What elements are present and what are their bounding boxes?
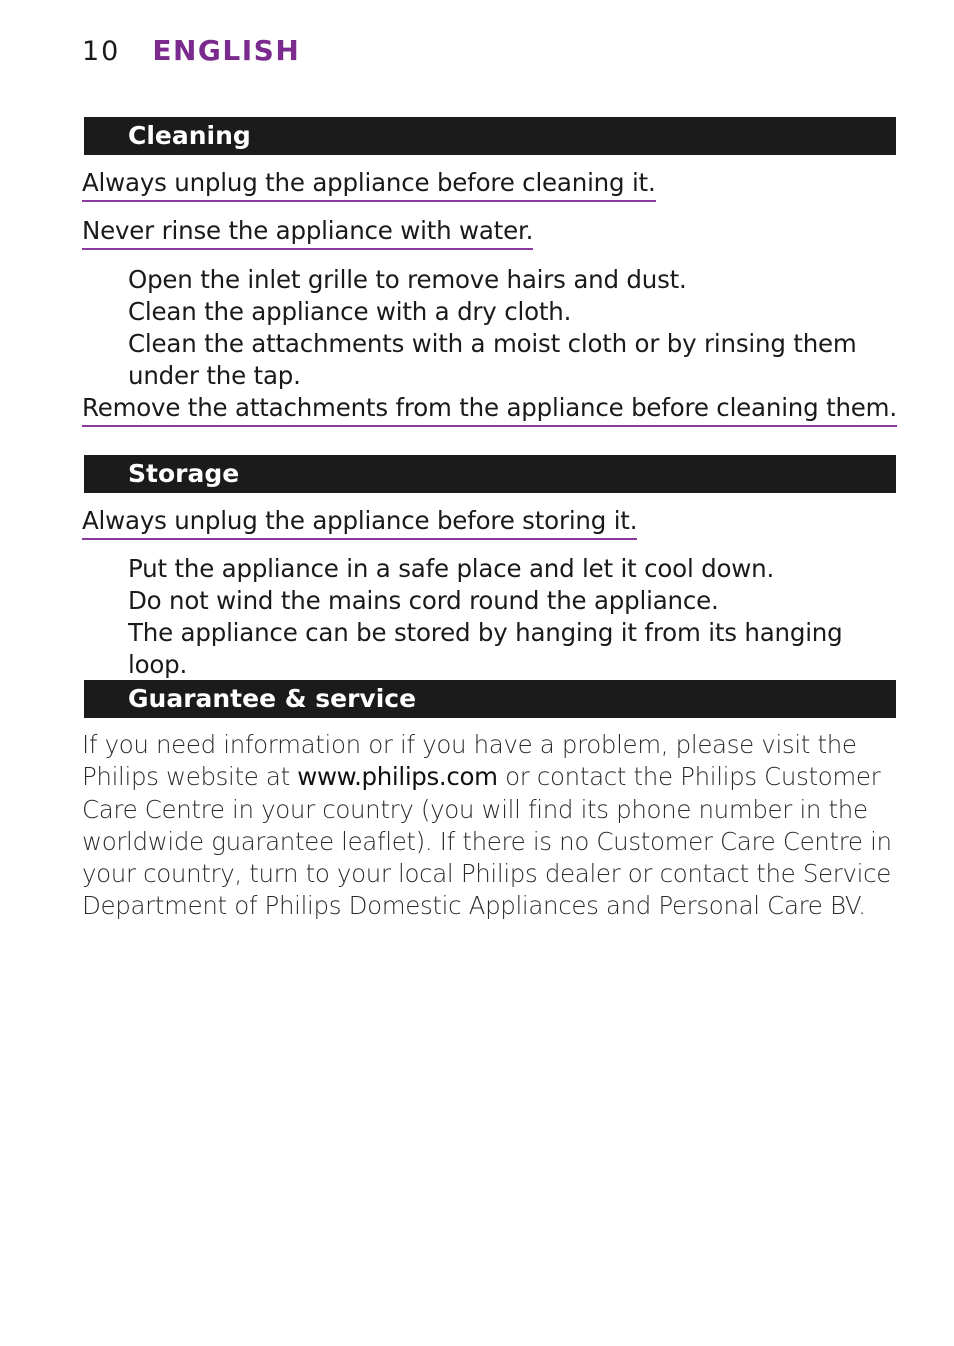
section-title-guarantee: Guarantee & service [128, 684, 417, 713]
cleaning-unplug-warning: Always unplug the appliance before cleaning it. [82, 167, 656, 202]
list-item: Do not wind the mains cord round the appliance. [128, 586, 719, 615]
storage-steps [128, 553, 888, 681]
storage-unplug-warning: Always unplug the appliance before storing it. [82, 505, 637, 540]
cleaning-steps [128, 264, 888, 392]
section-header-storage [84, 455, 896, 493]
section-title-storage: Storage [128, 459, 240, 488]
page-header [82, 34, 300, 74]
list-item: The appliance can be stored by hanging it from its hanging loop. [128, 618, 843, 679]
list-item: Put the appliance in a safe place and let it cool down. [128, 554, 775, 583]
section-header-cleaning [84, 117, 896, 155]
section-title-cleaning: Cleaning [128, 121, 251, 150]
philips-website-link[interactable]: www.philips.com [297, 762, 498, 792]
section-header-guarantee [84, 680, 896, 718]
guarantee-text-intro: If you need information or if you have a problem, please visit the Philips website at [82, 730, 857, 792]
list-item: Open the inlet grille to remove hairs and dust. [128, 265, 687, 294]
page-number: 10 [82, 36, 121, 67]
language-label: ENGLISH [152, 34, 301, 67]
list-item: Clean the attachments with a moist cloth or by rinsing them under the tap. [128, 329, 857, 390]
cleaning-remove-attachments-note: Remove the attachments from the appliance before cleaning them. [82, 392, 897, 427]
list-item: Clean the appliance with a dry cloth. [128, 297, 572, 326]
cleaning-rinse-warning: Never rinse the appliance with water. [82, 215, 533, 250]
guarantee-paragraph [82, 729, 897, 923]
guarantee-text-rest: or contact the Philips Customer Care Centre in your country (you will find its phone number in the worldwide guarantee leaflet). If there is no Customer Care Centre in your country, turn to your local Philips dealer or contact the Service Department of Philips Domestic Appliances and Personal Care BV. [82, 762, 892, 921]
